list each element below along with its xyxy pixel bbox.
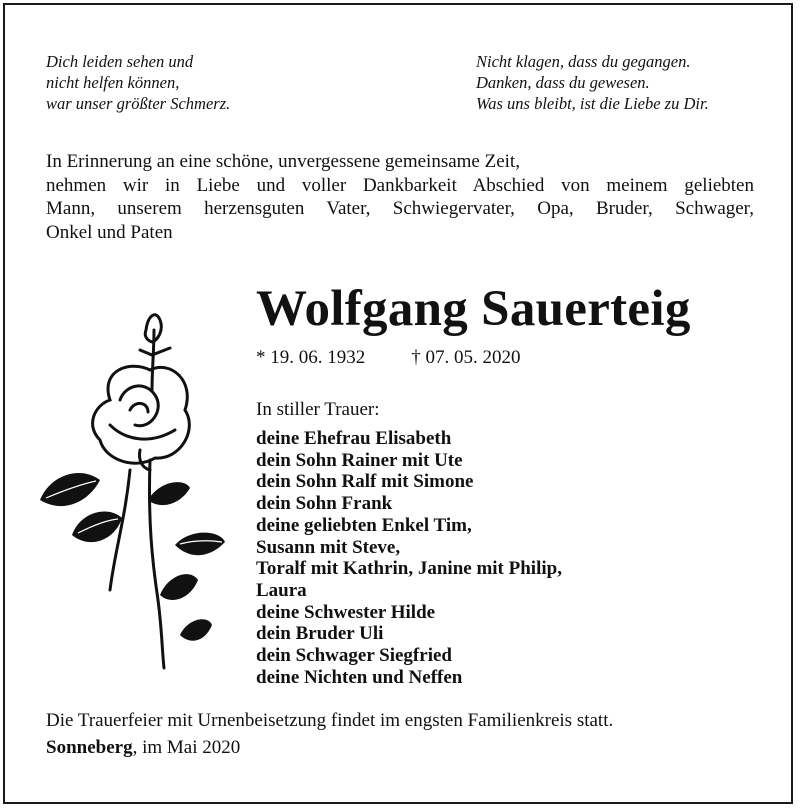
birth-date: * 19. 06. 1932: [256, 347, 366, 368]
mourning-intro: In stiller Trauer:: [256, 399, 380, 420]
footer: [46, 707, 613, 761]
mourner-line: deine Schwester Hilde: [256, 601, 436, 623]
mourner-line: deine Nichten und Neffen: [256, 666, 463, 688]
intro-text: [46, 150, 754, 244]
mourner-line: dein Sohn Frank: [256, 493, 393, 515]
poem-right-line: Danken, dass du gewesen.: [476, 73, 650, 92]
place: Sonneberg: [46, 737, 133, 758]
mourners-list: [256, 428, 562, 688]
rose-icon: [30, 300, 230, 670]
mourner-line: dein Bruder Uli: [256, 623, 384, 645]
mourner-line: dein Sohn Rainer mit Ute: [256, 449, 463, 471]
mourner-line: Toralf mit Kathrin, Janine mit Philip,: [256, 558, 562, 580]
life-dates: [256, 347, 521, 369]
deceased-name: Wolfgang Sauerteig: [256, 281, 691, 337]
mourner-line: dein Schwager Siegfried: [256, 645, 452, 667]
intro-line: nehmen wir in Liebe und voller Dankbarkeit Abschied von meinem geliebten: [46, 174, 754, 196]
poem-left-line: Dich leiden sehen und: [46, 52, 194, 71]
poem-left-line: war unser größter Schmerz.: [46, 94, 231, 113]
poem-right: [476, 51, 709, 114]
intro-line: Onkel und Paten: [46, 221, 173, 243]
date-text: , im Mai 2020: [132, 737, 241, 758]
intro-line: Mann, unserem herzensguten Vater, Schwiegervater, Opa, Bruder, Schwager,: [46, 198, 754, 219]
place-date: [46, 734, 613, 761]
intro-line: In Erinnerung an eine schöne, unvergessene gemeinsame Zeit,: [46, 151, 520, 172]
mourner-line: Susann mit Steve,: [256, 536, 401, 558]
death-date: † 07. 05. 2020: [411, 347, 521, 368]
mourner-line: Laura: [256, 579, 307, 601]
mourner-line: dein Sohn Ralf mit Simone: [256, 471, 474, 493]
poem-right-line: Was uns bleibt, ist die Liebe zu Dir.: [476, 94, 709, 113]
poem-right-line: Nicht klagen, dass du gegangen.: [476, 52, 691, 71]
funeral-note: Die Trauerfeier mit Urnenbeisetzung findet im engsten Familienkreis statt.: [46, 710, 614, 731]
mourner-line: deine Ehefrau Elisabeth: [256, 428, 452, 449]
poem-left-line: nicht helfen können,: [46, 73, 180, 92]
mourner-line: deine geliebten Enkel Tim,: [256, 514, 472, 536]
poem-left: [46, 51, 230, 114]
